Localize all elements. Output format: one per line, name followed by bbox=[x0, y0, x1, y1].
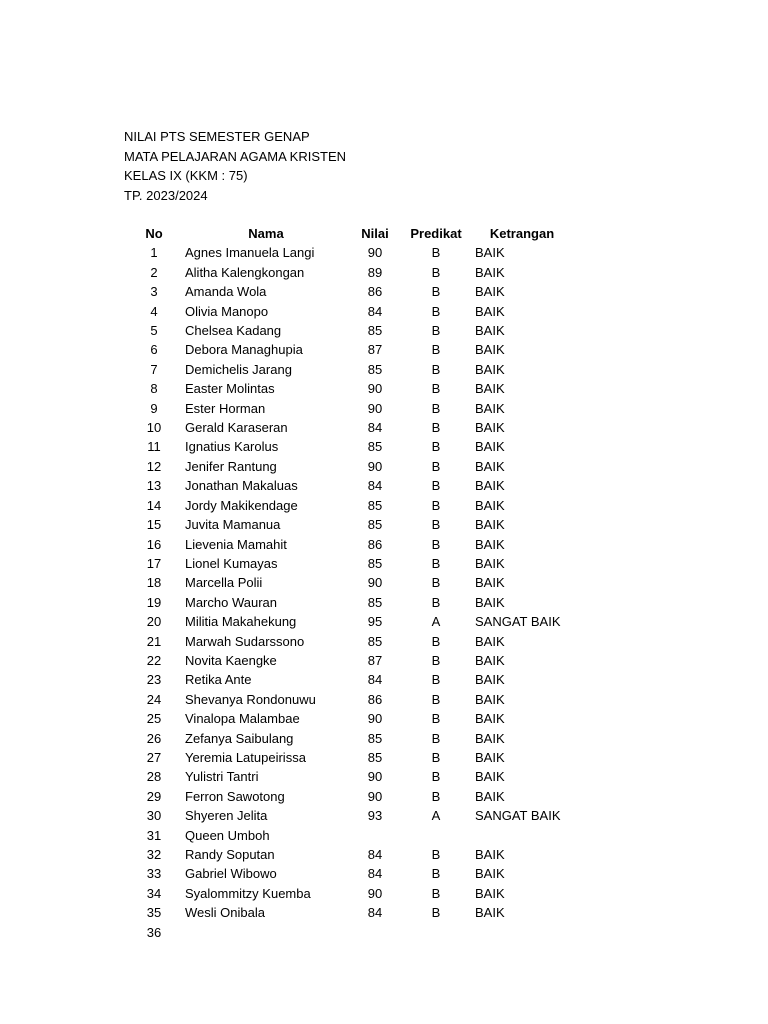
row-number: 7 bbox=[150, 361, 158, 377]
student-name: Militia Makahekung bbox=[185, 614, 297, 630]
row-number: 5 bbox=[150, 323, 158, 339]
student-name: Demichelis Jarang bbox=[185, 361, 292, 377]
school-year-line: TP. 2023/2024 bbox=[124, 187, 208, 203]
student-name: Debora Managhupia bbox=[185, 342, 303, 358]
score-value: 85 bbox=[367, 555, 383, 571]
remark-text: BAIK bbox=[475, 769, 505, 785]
table-row bbox=[138, 729, 575, 748]
remark-text: SANGAT BAIK bbox=[475, 614, 561, 630]
grade-predicate: B bbox=[431, 264, 441, 280]
table-row bbox=[138, 399, 575, 418]
table-row bbox=[138, 593, 575, 612]
student-name: Ferron Sawotong bbox=[185, 788, 285, 804]
table-row bbox=[138, 826, 575, 845]
row-number: 34 bbox=[146, 885, 162, 901]
score-value: 93 bbox=[367, 808, 383, 824]
remark-text: BAIK bbox=[475, 594, 505, 610]
student-name: Marcella Polii bbox=[185, 575, 263, 591]
student-name: Easter Molintas bbox=[185, 381, 275, 397]
column-header-no: No bbox=[145, 226, 163, 241]
row-number: 10 bbox=[146, 420, 162, 436]
grade-predicate: B bbox=[431, 555, 441, 571]
table-row bbox=[138, 767, 575, 786]
table-row bbox=[138, 360, 575, 379]
remark-text: BAIK bbox=[475, 478, 505, 494]
student-name: Jordy Makikendage bbox=[185, 497, 298, 513]
grade-predicate: B bbox=[431, 885, 441, 901]
grade-predicate: B bbox=[431, 788, 441, 804]
grade-predicate: B bbox=[431, 323, 441, 339]
score-value: 85 bbox=[367, 633, 383, 649]
row-number: 35 bbox=[146, 905, 162, 921]
grade-predicate: B bbox=[431, 847, 441, 862]
score-value: 90 bbox=[367, 458, 383, 474]
score-value: 85 bbox=[367, 323, 383, 339]
column-header-keterangan: Ketrangan bbox=[489, 226, 555, 241]
student-name: Alitha Kalengkongan bbox=[185, 264, 305, 280]
grade-predicate: B bbox=[431, 381, 441, 397]
table-row bbox=[138, 418, 575, 437]
student-name: Wesli Onibala bbox=[185, 905, 265, 921]
student-name: Shyeren Jelita bbox=[185, 808, 268, 824]
score-value: 84 bbox=[367, 303, 383, 319]
score-value: 89 bbox=[367, 264, 383, 280]
score-value bbox=[347, 923, 403, 942]
grade-predicate: B bbox=[431, 730, 441, 746]
row-number: 19 bbox=[146, 594, 162, 610]
score-value: 86 bbox=[367, 536, 383, 552]
row-number: 12 bbox=[146, 458, 162, 474]
column-header-nilai: Nilai bbox=[361, 226, 389, 241]
row-number: 20 bbox=[146, 614, 162, 630]
grade-predicate: B bbox=[431, 439, 441, 455]
remark-text: BAIK bbox=[475, 323, 505, 339]
table-row bbox=[138, 535, 575, 554]
grade-predicate bbox=[403, 826, 469, 845]
table-row bbox=[138, 632, 575, 651]
student-name: Lionel Kumayas bbox=[185, 555, 278, 571]
score-value: 84 bbox=[367, 420, 383, 436]
grade-predicate: B bbox=[431, 361, 441, 377]
remark-text: BAIK bbox=[475, 342, 505, 358]
table-row bbox=[138, 651, 575, 670]
grade-predicate: B bbox=[431, 749, 441, 765]
document-header bbox=[124, 127, 346, 205]
row-number: 32 bbox=[146, 847, 162, 862]
grade-predicate: B bbox=[431, 420, 441, 436]
student-name: Zefanya Saibulang bbox=[185, 730, 294, 746]
remark-text: BAIK bbox=[475, 575, 505, 591]
row-number: 24 bbox=[146, 691, 162, 707]
remark-text: BAIK bbox=[475, 905, 505, 921]
student-name: Marcho Wauran bbox=[185, 594, 277, 610]
table-header-row bbox=[138, 224, 575, 243]
remark-text: BAIK bbox=[475, 652, 505, 668]
score-value: 90 bbox=[367, 711, 383, 727]
grade-predicate: B bbox=[431, 691, 441, 707]
student-name: Jenifer Rantung bbox=[185, 458, 277, 474]
remark-text: BAIK bbox=[475, 420, 505, 436]
score-value: 85 bbox=[367, 594, 383, 610]
row-number: 17 bbox=[146, 555, 162, 571]
remark-text: BAIK bbox=[475, 633, 505, 649]
table-row bbox=[138, 263, 575, 282]
student-name: Marwah Sudarssono bbox=[185, 633, 305, 649]
student-name: Ignatius Karolus bbox=[185, 439, 279, 455]
student-name: Gabriel Wibowo bbox=[185, 866, 277, 882]
student-name: Gerald Karaseran bbox=[185, 420, 288, 436]
grade-predicate: B bbox=[431, 905, 441, 921]
grade-predicate: B bbox=[431, 245, 441, 261]
student-name: Olivia Manopo bbox=[185, 303, 269, 319]
grade-predicate: A bbox=[431, 614, 441, 630]
table-row bbox=[138, 690, 575, 709]
student-name: Queen Umboh bbox=[185, 827, 270, 843]
grade-predicate: B bbox=[431, 594, 441, 610]
score-value: 90 bbox=[367, 381, 383, 397]
student-name: Shevanya Rondonuwu bbox=[185, 691, 316, 707]
score-value bbox=[347, 826, 403, 845]
grade-predicate: B bbox=[431, 711, 441, 727]
grade-predicate bbox=[403, 923, 469, 942]
table-row bbox=[138, 437, 575, 456]
grade-predicate: A bbox=[431, 808, 441, 824]
student-name: Agnes Imanuela Langi bbox=[185, 245, 315, 261]
row-number: 36 bbox=[146, 924, 162, 940]
row-number: 15 bbox=[146, 517, 162, 533]
row-number: 23 bbox=[146, 672, 162, 688]
table-row bbox=[138, 903, 575, 922]
remark-text: BAIK bbox=[475, 439, 505, 455]
row-number: 11 bbox=[147, 439, 161, 455]
subject-line: MATA PELAJARAN AGAMA KRISTEN bbox=[124, 148, 347, 164]
score-value: 85 bbox=[367, 361, 383, 377]
remark-text: BAIK bbox=[475, 361, 505, 377]
table-row bbox=[138, 923, 575, 942]
score-value: 90 bbox=[367, 788, 383, 804]
score-value: 85 bbox=[367, 439, 383, 455]
score-value: 84 bbox=[367, 672, 383, 688]
grade-predicate: B bbox=[431, 575, 441, 591]
table-row bbox=[138, 321, 575, 340]
student-name: Retika Ante bbox=[185, 672, 252, 688]
grade-predicate: B bbox=[431, 672, 441, 688]
score-value: 90 bbox=[367, 575, 383, 591]
remark-text: BAIK bbox=[475, 847, 505, 862]
remark-text: BAIK bbox=[475, 284, 505, 300]
grade-predicate: B bbox=[431, 517, 441, 533]
student-name: Vinalopa Malambae bbox=[185, 711, 300, 727]
remark-text: BAIK bbox=[475, 749, 505, 765]
grade-predicate: B bbox=[431, 536, 441, 552]
student-name: Juvita Mamanua bbox=[185, 517, 281, 533]
table-row bbox=[138, 302, 575, 321]
grade-predicate: B bbox=[431, 633, 441, 649]
row-number: 4 bbox=[150, 303, 158, 319]
table-row bbox=[138, 748, 575, 767]
remark-text: BAIK bbox=[475, 711, 505, 727]
row-number: 3 bbox=[150, 284, 158, 300]
score-value: 95 bbox=[367, 614, 383, 630]
remark-text: BAIK bbox=[475, 730, 505, 746]
student-name: Yeremia Latupeirissa bbox=[185, 749, 306, 765]
student-name: Amanda Wola bbox=[185, 284, 267, 300]
score-value: 90 bbox=[367, 400, 383, 416]
row-number: 21 bbox=[146, 633, 162, 649]
row-number: 27 bbox=[146, 749, 162, 765]
table-row bbox=[138, 457, 575, 476]
remark-text: BAIK bbox=[475, 536, 505, 552]
student-name: Jonathan Makaluas bbox=[185, 478, 298, 494]
grade-predicate: B bbox=[431, 400, 441, 416]
table-row bbox=[138, 282, 575, 301]
remark-text: BAIK bbox=[475, 303, 505, 319]
table-row bbox=[138, 670, 575, 689]
class-line: KELAS IX (KKM : 75) bbox=[124, 168, 248, 183]
remark-text: BAIK bbox=[475, 400, 505, 416]
remark-text bbox=[469, 826, 575, 845]
row-number: 31 bbox=[146, 827, 162, 843]
row-number: 9 bbox=[150, 400, 158, 416]
remark-text: BAIK bbox=[475, 788, 505, 804]
remark-text: BAIK bbox=[475, 517, 505, 533]
student-name: Chelsea Kadang bbox=[185, 323, 282, 339]
column-header-predikat: Predikat bbox=[410, 226, 462, 241]
table-row bbox=[138, 709, 575, 728]
row-number: 26 bbox=[146, 730, 162, 746]
table-row bbox=[138, 806, 575, 825]
table-row bbox=[138, 496, 575, 515]
remark-text: BAIK bbox=[475, 497, 505, 513]
table-row bbox=[138, 864, 575, 883]
table-row bbox=[138, 379, 575, 398]
student-name: Novita Kaengke bbox=[185, 652, 277, 668]
remark-text: BAIK bbox=[475, 264, 505, 280]
row-number: 13 bbox=[146, 478, 162, 494]
table-row bbox=[138, 243, 575, 262]
score-value: 85 bbox=[367, 517, 383, 533]
row-number: 29 bbox=[146, 788, 162, 804]
grade-predicate: B bbox=[431, 769, 441, 785]
student-name: Syalommitzy Kuemba bbox=[185, 885, 311, 901]
table-row bbox=[138, 884, 575, 903]
report-title: NILAI PTS SEMESTER GENAP bbox=[124, 129, 310, 144]
table-row bbox=[138, 845, 575, 864]
grade-predicate: B bbox=[431, 342, 441, 358]
score-value: 90 bbox=[367, 245, 383, 261]
remark-text: BAIK bbox=[475, 458, 505, 474]
student-name: Ester Horman bbox=[185, 400, 266, 416]
table-row bbox=[138, 787, 575, 806]
remark-text: BAIK bbox=[475, 672, 505, 688]
student-name bbox=[185, 923, 347, 942]
grade-predicate: B bbox=[431, 478, 441, 494]
score-value: 85 bbox=[367, 730, 383, 746]
score-value: 84 bbox=[367, 866, 383, 882]
row-number: 16 bbox=[146, 536, 162, 552]
grade-predicate: B bbox=[431, 303, 441, 319]
row-number: 25 bbox=[146, 711, 162, 727]
score-value: 90 bbox=[367, 885, 383, 901]
score-value: 90 bbox=[367, 769, 383, 785]
table-body bbox=[138, 243, 575, 942]
row-number: 6 bbox=[150, 342, 158, 358]
score-value: 84 bbox=[367, 905, 383, 921]
student-name: Yulistri Tantri bbox=[185, 769, 259, 785]
row-number: 28 bbox=[146, 769, 162, 785]
row-number: 2 bbox=[150, 264, 158, 280]
table-row bbox=[138, 554, 575, 573]
grade-predicate: B bbox=[431, 866, 441, 882]
table-row bbox=[138, 340, 575, 359]
table-row bbox=[138, 476, 575, 495]
score-value: 87 bbox=[367, 342, 383, 358]
remark-text: BAIK bbox=[475, 245, 505, 261]
table-row bbox=[138, 573, 575, 592]
remark-text: BAIK bbox=[475, 691, 505, 707]
remark-text: BAIK bbox=[475, 866, 505, 882]
student-name: Randy Soputan bbox=[185, 847, 275, 862]
row-number: 14 bbox=[146, 497, 162, 513]
score-value: 87 bbox=[367, 652, 383, 668]
score-value: 85 bbox=[367, 749, 383, 765]
score-value: 84 bbox=[367, 478, 383, 494]
grade-predicate: B bbox=[431, 284, 441, 300]
row-number: 8 bbox=[150, 381, 158, 397]
student-name: Lievenia Mamahit bbox=[185, 536, 287, 552]
row-number: 22 bbox=[146, 652, 162, 668]
grade-predicate: B bbox=[431, 458, 441, 474]
table-row bbox=[138, 612, 575, 631]
row-number: 30 bbox=[146, 808, 162, 824]
score-value: 86 bbox=[367, 284, 383, 300]
row-number: 33 bbox=[146, 866, 162, 882]
grade-predicate: B bbox=[431, 497, 441, 513]
row-number: 1 bbox=[150, 245, 158, 261]
remark-text bbox=[469, 923, 575, 942]
table-row bbox=[138, 515, 575, 534]
score-value: 84 bbox=[367, 847, 383, 862]
row-number: 18 bbox=[146, 575, 162, 591]
score-value: 86 bbox=[367, 691, 383, 707]
score-value: 85 bbox=[367, 497, 383, 513]
grades-table bbox=[138, 224, 575, 942]
grade-predicate: B bbox=[431, 652, 441, 668]
remark-text: BAIK bbox=[475, 885, 505, 901]
remark-text: SANGAT BAIK bbox=[475, 808, 561, 824]
remark-text: BAIK bbox=[475, 555, 505, 571]
remark-text: BAIK bbox=[475, 381, 505, 397]
column-header-nama: Nama bbox=[248, 226, 284, 241]
